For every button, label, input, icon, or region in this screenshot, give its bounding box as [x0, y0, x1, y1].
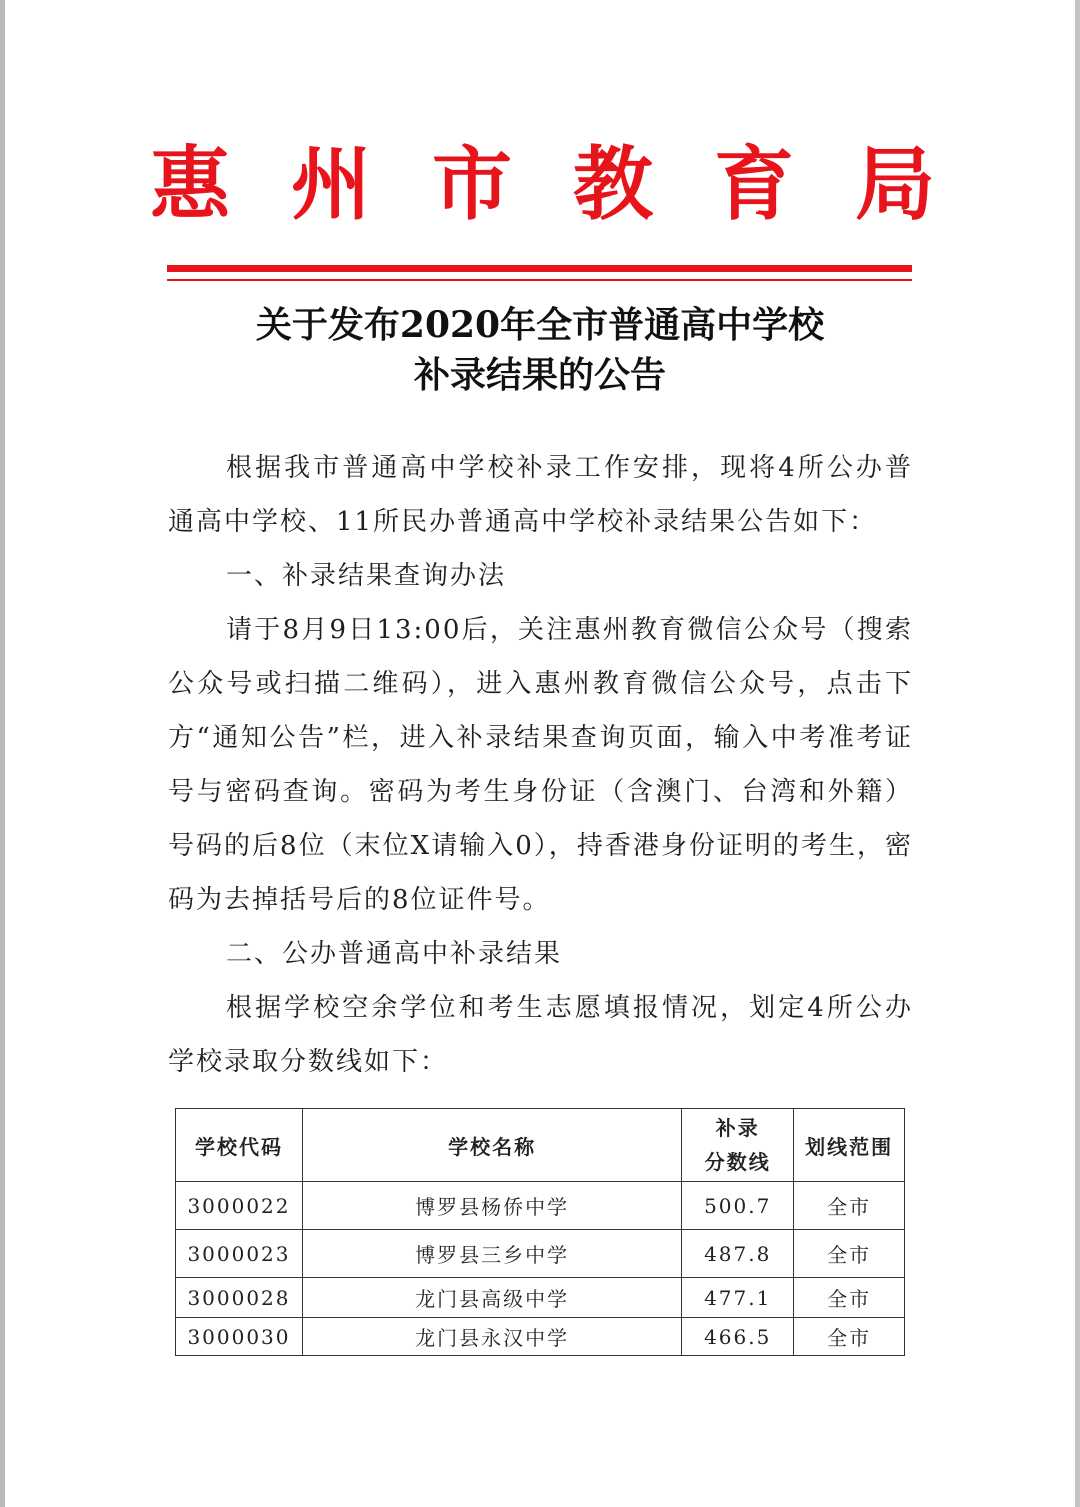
admission-score-table [175, 1108, 905, 1356]
table-header-row [176, 1109, 905, 1182]
header-char: 教 [573, 138, 653, 231]
document-title-line1: 关于发布2020年全市普通高中学校 [255, 304, 825, 346]
header-school-name: 学校名称 [302, 1109, 681, 1182]
header-score-line2: 分数线 [704, 1150, 771, 1174]
cell-score: 477.1 [682, 1278, 794, 1318]
header-char: 市 [432, 138, 512, 231]
cell-range: 全市 [794, 1182, 905, 1230]
table-row [176, 1230, 905, 1278]
header-range: 划线范围 [794, 1109, 905, 1182]
issuing-organization-header [150, 130, 935, 240]
section2-heading: 二、公办普通高中补录结果 [226, 939, 563, 969]
cell-school-code: 3000030 [176, 1318, 303, 1356]
section1-heading: 一、补录结果查询办法 [226, 561, 507, 591]
cell-score: 487.8 [682, 1230, 794, 1278]
page-edge-right [1075, 0, 1080, 1507]
header-rule-thick [167, 265, 912, 272]
header-rule-thin [167, 279, 912, 281]
cell-range: 全市 [794, 1278, 905, 1318]
cell-school-name: 博罗县三乡中学 [302, 1230, 681, 1278]
section1-paragraph: 请于8月9日13:00后，关注惠州教育微信公众号（搜索公众号或扫描二维码），进入惠州教育微信公众号，点击下方“通知公告”栏，进入补录结果查询页面，输入中考准考证号与密码查询。密码为考生身份证（含澳门、台湾和外籍）号码的后8位（末位X请输入0），持香港身份证明的考生，密码为去掉括号后的8位证件号。 [168, 615, 913, 915]
intro-paragraph: 根据我市普通高中学校补录工作安排，现将4所公办普通高中学校、11所民办普通高中学校补录结果公告如下： [168, 453, 913, 537]
cell-score: 500.7 [682, 1182, 794, 1230]
cell-range: 全市 [794, 1230, 905, 1278]
cell-school-name: 龙门县永汉中学 [302, 1318, 681, 1356]
table-row [176, 1278, 905, 1318]
header-score-line1: 补录 [715, 1116, 760, 1140]
table-row [176, 1318, 905, 1356]
cell-school-code: 3000023 [176, 1230, 303, 1278]
header-char: 局 [855, 138, 935, 231]
document-title [160, 300, 920, 400]
table-row [176, 1182, 905, 1230]
cell-school-code: 3000028 [176, 1278, 303, 1318]
cell-score: 466.5 [682, 1318, 794, 1356]
header-score [682, 1109, 794, 1182]
cell-school-name: 龙门县高级中学 [302, 1278, 681, 1318]
header-school-code: 学校代码 [176, 1109, 303, 1182]
header-char: 惠 [150, 138, 230, 231]
page-edge-left [0, 0, 5, 1507]
section2-paragraph: 根据学校空余学位和考生志愿填报情况，划定4所公办学校录取分数线如下： [168, 993, 913, 1077]
cell-range: 全市 [794, 1318, 905, 1356]
cell-school-name: 博罗县杨侨中学 [302, 1182, 681, 1230]
header-char: 育 [714, 138, 794, 231]
document-title-line2: 补录结果的公告 [413, 354, 666, 396]
header-char: 州 [291, 138, 371, 231]
cell-school-code: 3000022 [176, 1182, 303, 1230]
